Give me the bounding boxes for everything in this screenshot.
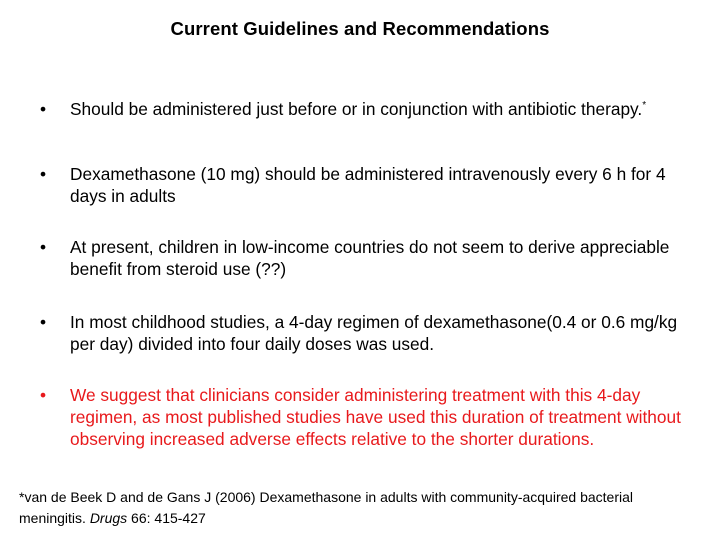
footnote-volume-pages: 66: 415-427	[127, 510, 206, 526]
footnote-citation	[19, 487, 699, 529]
slide-title: Current Guidelines and Recommendations	[170, 18, 550, 39]
bullet-text: In most childhood studies, a 4-day regimen of dexamethasone(0.4 or 0.6 mg/kg per day) divided into four daily doses was used.	[70, 312, 678, 354]
bullet-text	[70, 98, 690, 120]
footnote-journal: Drugs	[89, 510, 128, 526]
bullet-marker: •	[40, 385, 47, 405]
bullet-text: At present, children in low-income countries do not seem to derive appreciable benefit from steroid use (??)	[70, 237, 670, 279]
bullet-marker: •	[40, 237, 47, 257]
bullet-marker: •	[40, 312, 47, 332]
bullet-text: We suggest that clinicians consider administering treatment with this 4-day regimen, as most published studies have used this duration of treatment without observing increased adverse effects relative to the shorter durations.	[70, 385, 681, 449]
footnote-marker: *	[642, 100, 647, 111]
bullet-marker: •	[40, 99, 47, 119]
bullet-text-body: Should be administered just before or in conjunction with antibiotic therapy.	[70, 99, 643, 119]
bullet-text: Dexamethasone (10 mg) should be administered intravenously every 6 h for 4 days in adults	[70, 164, 666, 206]
footnote-text: *van de Beek D and de Gans J (2006) Dexamethasone in adults with community-acquired bacterial meningitis.	[19, 489, 633, 526]
bullet-marker: •	[40, 164, 47, 184]
